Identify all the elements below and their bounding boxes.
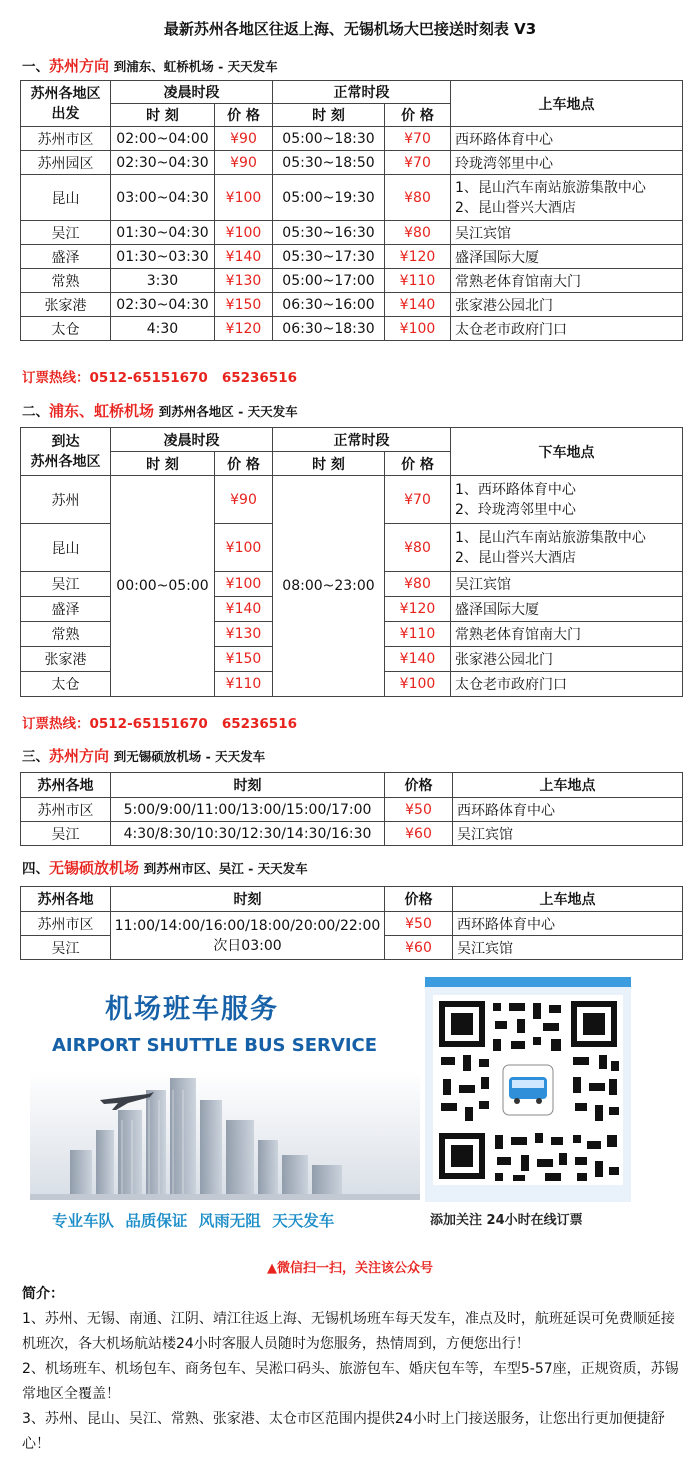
- cell-time: 4:30/8:30/10:30/12:30/14:30/16:30: [111, 822, 385, 846]
- cell-normal-price: ¥110: [385, 269, 451, 293]
- section-3-heading: [22, 745, 265, 766]
- wechat-qr-code[interactable]: [433, 995, 623, 1185]
- header-time: 时 刻: [111, 452, 215, 476]
- cell-early-price: ¥100: [215, 524, 273, 572]
- table-row: [21, 912, 683, 936]
- cell-area: 太仓: [21, 317, 111, 341]
- section-1-heading: [22, 55, 278, 76]
- banner-title: 机场班车服务: [105, 994, 279, 1025]
- cell-early-price: ¥90: [215, 127, 273, 151]
- cell-location: 吴江宾馆: [451, 221, 683, 245]
- booking-hotline: [22, 712, 297, 732]
- cell-early-time: 01:30~04:30: [111, 221, 215, 245]
- section-direction: 无锡硕放机场: [49, 859, 140, 877]
- table-row: [21, 317, 683, 341]
- cell-early-price: ¥130: [215, 622, 273, 647]
- page-title: 最新苏州各地区往返上海、无锡机场大巴接送时刻表 V3: [163, 20, 537, 38]
- cell-early-price: ¥100: [215, 175, 273, 221]
- schedule-table-1: [20, 80, 683, 341]
- header-early: 凌晨时段: [111, 81, 273, 104]
- header-area: 苏州各地: [21, 773, 111, 798]
- cell-price: ¥50: [385, 912, 453, 936]
- cell-early-price: ¥150: [215, 647, 273, 672]
- cell-early-price: ¥140: [215, 597, 273, 622]
- header-price: 价 格: [215, 452, 273, 476]
- section-2-heading: [22, 400, 298, 421]
- cell-early-time: 4:30: [111, 317, 215, 341]
- table-row: [21, 269, 683, 293]
- cell-early-price: ¥110: [215, 672, 273, 697]
- cell-normal-price: ¥70: [385, 151, 451, 175]
- cell-normal-price: ¥140: [385, 647, 451, 672]
- cell-area: 苏州园区: [21, 151, 111, 175]
- qr-code-icon: [433, 995, 623, 1185]
- cell-early-time: 3:30: [111, 269, 215, 293]
- hotline-number-1[interactable]: 0512-65151670: [89, 716, 208, 732]
- section-prefix: 二、: [22, 404, 49, 420]
- cell-area: 太仓: [21, 672, 111, 697]
- cell-normal-price: ¥110: [385, 622, 451, 647]
- cell-early-price: ¥100: [215, 572, 273, 597]
- cell-normal-price: ¥120: [385, 245, 451, 269]
- cell-area: 吴江: [21, 572, 111, 597]
- section-route: 到苏州各地区 - 天天发车: [158, 404, 298, 419]
- cell-early-time: 01:30~03:30: [111, 245, 215, 269]
- cell-normal-time: 05:30~17:30: [273, 245, 385, 269]
- header-normal: 正常时段: [273, 81, 451, 104]
- intro-paragraph-1: 1、苏州、无锡、南通、江阴、靖江往返上海、无锡机场班车每天发车，准点及时，航班延误可免费顺延接机班次，各大机场航站楼24小时客服人员随时为您服务，热情周到，方便您出行！: [22, 1311, 675, 1352]
- cell-early-time: 02:00~04:00: [111, 127, 215, 151]
- cell-location: 太仓老市政府门口: [451, 317, 683, 341]
- section-prefix: 四、: [22, 861, 49, 877]
- header-price: 价格: [385, 887, 453, 912]
- cell-location: 常熟老体育馆南大门: [451, 269, 683, 293]
- cell-location: 1、昆山汽车南站旅游集散中心 2、昆山誉兴大酒店: [451, 175, 683, 221]
- table-row: [21, 151, 683, 175]
- cell-area: 盛泽: [21, 245, 111, 269]
- schedule-table-4: [20, 886, 683, 960]
- cell-location: 盛泽国际大厦: [451, 597, 683, 622]
- cell-early-price: ¥140: [215, 245, 273, 269]
- cell-normal-time: 05:00~19:30: [273, 175, 385, 221]
- intro-paragraph-3: 3、苏州、昆山、吴江、常熟、张家港、太仓市区范围内提供24小时上门接送服务，让您出行更加便捷舒心！: [22, 1411, 665, 1452]
- header-time: 时 刻: [111, 104, 215, 127]
- cell-early-price: ¥90: [215, 151, 273, 175]
- cell-normal-time: 05:30~18:50: [273, 151, 385, 175]
- header-time: 时 刻: [273, 104, 385, 127]
- cell-time: 5:00/9:00/11:00/13:00/15:00/17:00: [111, 798, 385, 822]
- cell-location: 张家港公园北门: [451, 293, 683, 317]
- cell-area: 吴江: [21, 221, 111, 245]
- cell-location: 太仓老市政府门口: [451, 672, 683, 697]
- cell-area: 吴江: [21, 936, 111, 960]
- cell-early-price: ¥130: [215, 269, 273, 293]
- table-row: [21, 822, 683, 846]
- header-normal: 正常时段: [273, 428, 451, 452]
- cell-location: 常熟老体育馆南大门: [451, 622, 683, 647]
- cell-area: 常熟: [21, 269, 111, 293]
- cell-location: 吴江宾馆: [453, 936, 683, 960]
- cell-normal-price: ¥120: [385, 597, 451, 622]
- header-area: 到达 苏州各地区: [21, 428, 111, 476]
- header-price: 价 格: [385, 104, 451, 127]
- cell-time: 11:00/14:00/16:00/18:00/20:00/22:00 次日03:00: [111, 912, 385, 960]
- table-row: [21, 798, 683, 822]
- cell-location: 1、昆山汽车南站旅游集散中心 2、昆山誉兴大酒店: [451, 524, 683, 572]
- cell-area: 常熟: [21, 622, 111, 647]
- cell-normal-time: 06:30~18:30: [273, 317, 385, 341]
- cell-area: 苏州: [21, 476, 111, 524]
- header-area: 苏州各地区 出发: [21, 81, 111, 127]
- section-direction: 苏州方向: [49, 57, 110, 75]
- cell-normal-price: ¥70: [385, 127, 451, 151]
- table-row: [21, 221, 683, 245]
- cell-location: 1、西环路体育中心 2、玲珑湾邻里中心: [451, 476, 683, 524]
- cell-normal-price: ¥140: [385, 293, 451, 317]
- section-route: 到苏州市区、吴江 - 天天发车: [143, 861, 308, 876]
- table-row: [21, 175, 683, 221]
- table-row: [21, 476, 683, 524]
- city-skyline-illustration: [30, 1070, 420, 1200]
- cell-location: 玲珑湾邻里中心: [451, 151, 683, 175]
- cell-early-time: 00:00~05:00: [111, 476, 215, 697]
- cell-area: 昆山: [21, 524, 111, 572]
- header-price: 价 格: [385, 452, 451, 476]
- schedule-table-3: [20, 772, 683, 846]
- cell-early-price: ¥150: [215, 293, 273, 317]
- header-time: 时 刻: [273, 452, 385, 476]
- hotline-number-2[interactable]: 65236516: [221, 370, 297, 386]
- header-time: 时刻: [111, 773, 385, 798]
- cell-normal-price: ¥70: [385, 476, 451, 524]
- cell-area: 盛泽: [21, 597, 111, 622]
- cell-normal-price: ¥80: [385, 572, 451, 597]
- section-prefix: 三、: [22, 749, 49, 765]
- cell-location: 张家港公园北门: [451, 647, 683, 672]
- cell-price: ¥60: [385, 936, 453, 960]
- cell-normal-price: ¥100: [385, 672, 451, 697]
- banner-subtitle: AIRPORT SHUTTLE BUS SERVICE: [52, 1035, 378, 1056]
- qr-caption: 添加关注 24小时在线订票: [430, 1213, 583, 1228]
- section-4-heading: [22, 857, 308, 878]
- intro-paragraph-2: 2、机场班车、机场包车、商务包车、吴淞口码头、旅游包车、婚庆包车等，车型5-57座，正规资质，苏锡常地区全覆盖！: [22, 1361, 679, 1402]
- section-direction: 浦东、虹桥机场: [49, 402, 155, 420]
- intro-body: [22, 1307, 682, 1457]
- cell-early-time: 03:00~04:30: [111, 175, 215, 221]
- cell-normal-time: 05:00~17:00: [273, 269, 385, 293]
- cell-area: 苏州市区: [21, 798, 111, 822]
- cell-normal-price: ¥100: [385, 317, 451, 341]
- cell-location: 盛泽国际大厦: [451, 245, 683, 269]
- header-location: 上车地点: [453, 887, 683, 912]
- hotline-label: 订票热线：: [22, 370, 90, 386]
- table-row: [21, 127, 683, 151]
- schedule-table-2: [20, 427, 683, 697]
- cell-location: 西环路体育中心: [451, 127, 683, 151]
- cell-early-time: 02:30~04:30: [111, 151, 215, 175]
- booking-hotline: [22, 366, 297, 386]
- cell-area: 苏州市区: [21, 127, 111, 151]
- header-location: 上车地点: [453, 773, 683, 798]
- table-row: [21, 293, 683, 317]
- cell-normal-time: 06:30~16:00: [273, 293, 385, 317]
- cell-area: 吴江: [21, 822, 111, 846]
- cell-early-price: ¥120: [215, 317, 273, 341]
- cell-normal-time: 05:30~16:30: [273, 221, 385, 245]
- cell-normal-price: ¥80: [385, 175, 451, 221]
- header-price: 价格: [385, 773, 453, 798]
- airport-shuttle-banner: [20, 975, 682, 1240]
- hotline-number-1[interactable]: 0512-65151670: [89, 370, 208, 386]
- cell-location: 吴江宾馆: [453, 822, 683, 846]
- section-route: 到浦东、虹桥机场 - 天天发车: [113, 59, 278, 74]
- cell-early-price: ¥100: [215, 221, 273, 245]
- cell-normal-price: ¥80: [385, 524, 451, 572]
- cell-normal-time: 05:00~18:30: [273, 127, 385, 151]
- section-direction: 苏州方向: [49, 747, 110, 765]
- cell-normal-time: 08:00~23:00: [273, 476, 385, 697]
- cell-price: ¥60: [385, 822, 453, 846]
- hotline-label: 订票热线：: [22, 716, 90, 732]
- cell-area: 苏州市区: [21, 912, 111, 936]
- section-route: 到无锡硕放机场 - 天天发车: [113, 749, 266, 764]
- header-area: 苏州各地: [21, 887, 111, 912]
- section-prefix: 一、: [22, 59, 49, 75]
- cell-location: 吴江宾馆: [451, 572, 683, 597]
- cell-area: 张家港: [21, 293, 111, 317]
- header-price: 价 格: [215, 104, 273, 127]
- table-row: [21, 245, 683, 269]
- cell-location: 西环路体育中心: [453, 798, 683, 822]
- cell-location: 西环路体育中心: [453, 912, 683, 936]
- wechat-scan-tip: ▲微信扫一扫，关注该公众号: [267, 1261, 433, 1276]
- cell-price: ¥50: [385, 798, 453, 822]
- qr-code-panel: [425, 977, 631, 1202]
- cell-normal-price: ¥80: [385, 221, 451, 245]
- cell-area: 张家港: [21, 647, 111, 672]
- cell-early-price: ¥90: [215, 476, 273, 524]
- header-location: 上车地点: [451, 81, 683, 127]
- header-early: 凌晨时段: [111, 428, 273, 452]
- intro-heading: 简介：: [22, 1286, 64, 1302]
- cell-early-time: 02:30~04:30: [111, 293, 215, 317]
- cell-area: 昆山: [21, 175, 111, 221]
- banner-slogan: 专业车队 品质保证 风雨无阻 天天发车: [52, 1212, 335, 1230]
- hotline-number-2[interactable]: 65236516: [221, 716, 297, 732]
- header-time: 时刻: [111, 887, 385, 912]
- header-location: 下车地点: [451, 428, 683, 476]
